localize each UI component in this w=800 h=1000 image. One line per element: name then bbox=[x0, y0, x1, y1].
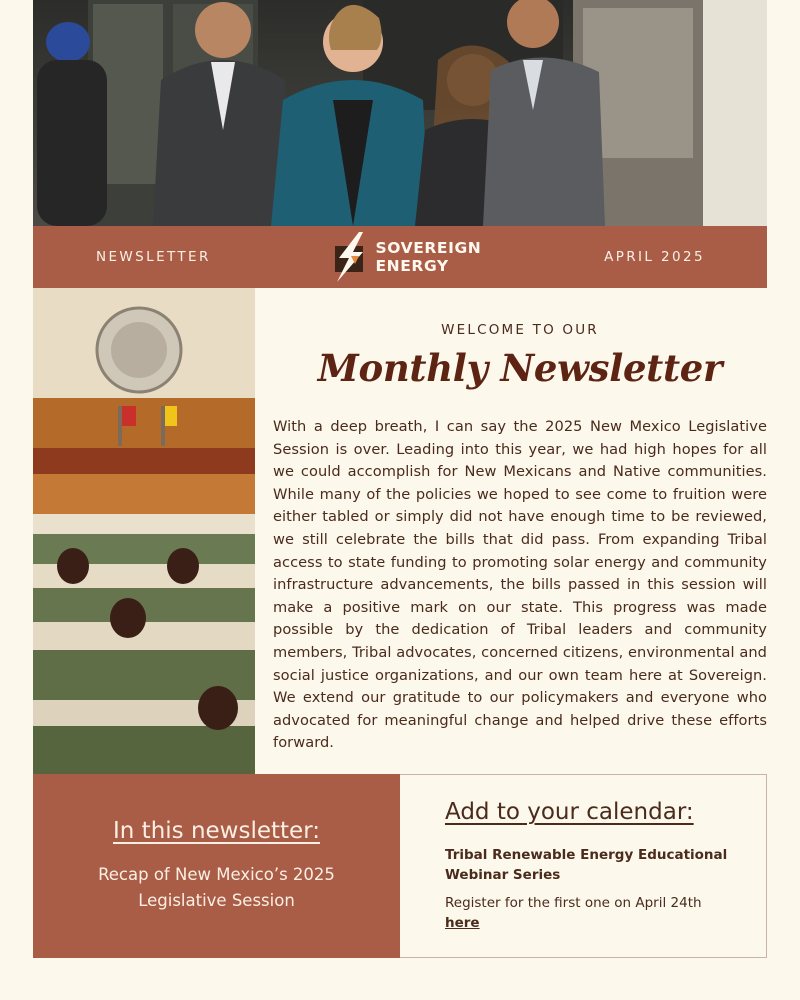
brand-band bbox=[33, 226, 767, 288]
newsletter-topic-item: Recap of New Mexico’s 2025 Legislative Session bbox=[98, 865, 335, 910]
webinar-title: Tribal Renewable Energy Educational Webinar Series bbox=[445, 847, 728, 883]
intro-copy bbox=[273, 288, 767, 755]
chamber-illustration bbox=[33, 288, 255, 774]
welcome-eyebrow: WELCOME TO OUR bbox=[441, 322, 599, 338]
hero-photo bbox=[33, 0, 767, 226]
legislative-chamber-photo bbox=[33, 288, 255, 774]
logo-line-2: ENERGY bbox=[375, 257, 449, 275]
in-this-newsletter-heading: In this newsletter: bbox=[113, 818, 320, 844]
calendar-heading: Add to your calendar: bbox=[445, 799, 694, 825]
newsletter-tag: NEWSLETTER bbox=[96, 249, 211, 265]
in-this-newsletter-box bbox=[33, 774, 400, 958]
register-note bbox=[445, 893, 736, 933]
lightning-bolt-icon bbox=[333, 232, 367, 282]
bottom-section bbox=[33, 774, 767, 958]
register-link[interactable]: here bbox=[445, 915, 480, 931]
calendar-box bbox=[400, 774, 767, 958]
intro-paragraph: With a deep breath, I can say the 2025 New Mexico Legislative Session is over. Leading into this year, we had high hopes for all we could accomplish for New Mexicans and Native communities. While many of the policies we hoped to see come to fruition were either tabled or simply did not have enough time to be reviewed, we still celebrate the bills that did pass. From expanding Tribal access to state funding to promoting solar energy and community infrastructure advancements, the bills passed in this session will make a positive mark on our state. This progress was made possible by the dedication of Tribal leaders and community members, Tribal advocates, concerned citizens, environmental and social justice organizations, and our own team here at Sovereign. We extend our gratitude to our policymakers and everyone who advocated for meaningful change and helped drive these efforts forward. bbox=[273, 418, 767, 752]
register-text: Register for the first one on April 24th bbox=[445, 895, 702, 911]
issue-date: APRIL 2025 bbox=[604, 249, 705, 265]
page-title: Monthly Newsletter bbox=[317, 346, 723, 390]
group-photo-illustration bbox=[33, 0, 767, 226]
sovereign-energy-logo bbox=[333, 232, 481, 282]
intro-section bbox=[33, 288, 767, 774]
logo-line-1: SOVEREIGN bbox=[375, 239, 482, 257]
